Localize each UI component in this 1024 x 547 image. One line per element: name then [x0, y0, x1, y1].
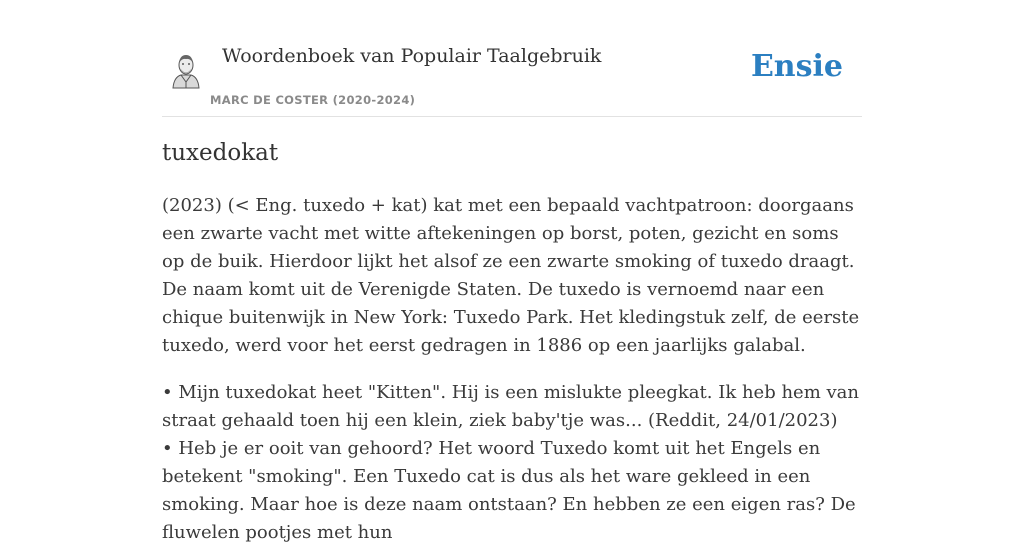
- dictionary-header: [162, 40, 862, 117]
- example-quote: • Heb je er ooit van gehoord? Het woord Tuxedo komt uit het Engels en betekent "smoking". Een Tuxedo cat is dus als het ware gekleed in een smoking. Maar hoe is deze naam ontstaan? En hebben ze een eigen ras? De fluwelen pootjes met hun: [162, 438, 856, 543]
- entry-title: tuxedokat: [162, 140, 279, 166]
- entry-definition: (2023) (< Eng. tuxedo + kat) kat met een bepaald vachtpatroon: doorgaans een zwarte vacht met witte aftekeningen op borst, poten, gezicht en soms op de buik. Hierdoor lijkt het alsof ze een zwarte smoking of tuxedo draagt. De naam komt uit de Verenigde Staten. De tuxedo is vernoemd naar een chique buitenwijk in New York: Tuxedo Park. Het kledingstuk zelf, de eerste tuxedo, werd voor het eerst gedragen in 1886 op een jaarlijks galabal.: [162, 195, 860, 356]
- author-portrait-icon[interactable]: [169, 51, 203, 89]
- example-quote: • Mijn tuxedokat heet "Kitten". Hij is een mislukte pleegkat. Ik heb hem van straat gehaald toen hij een klein, ziek baby'tje was... (Reddit, 24/01/2023): [162, 382, 859, 431]
- entry-content: [162, 192, 862, 547]
- dictionary-title[interactable]: Woordenboek van Populair Taalgebruik: [222, 45, 602, 67]
- ensie-logo[interactable]: Ensie: [750, 49, 843, 84]
- author-name[interactable]: MARC DE COSTER (2020-2024): [210, 93, 416, 107]
